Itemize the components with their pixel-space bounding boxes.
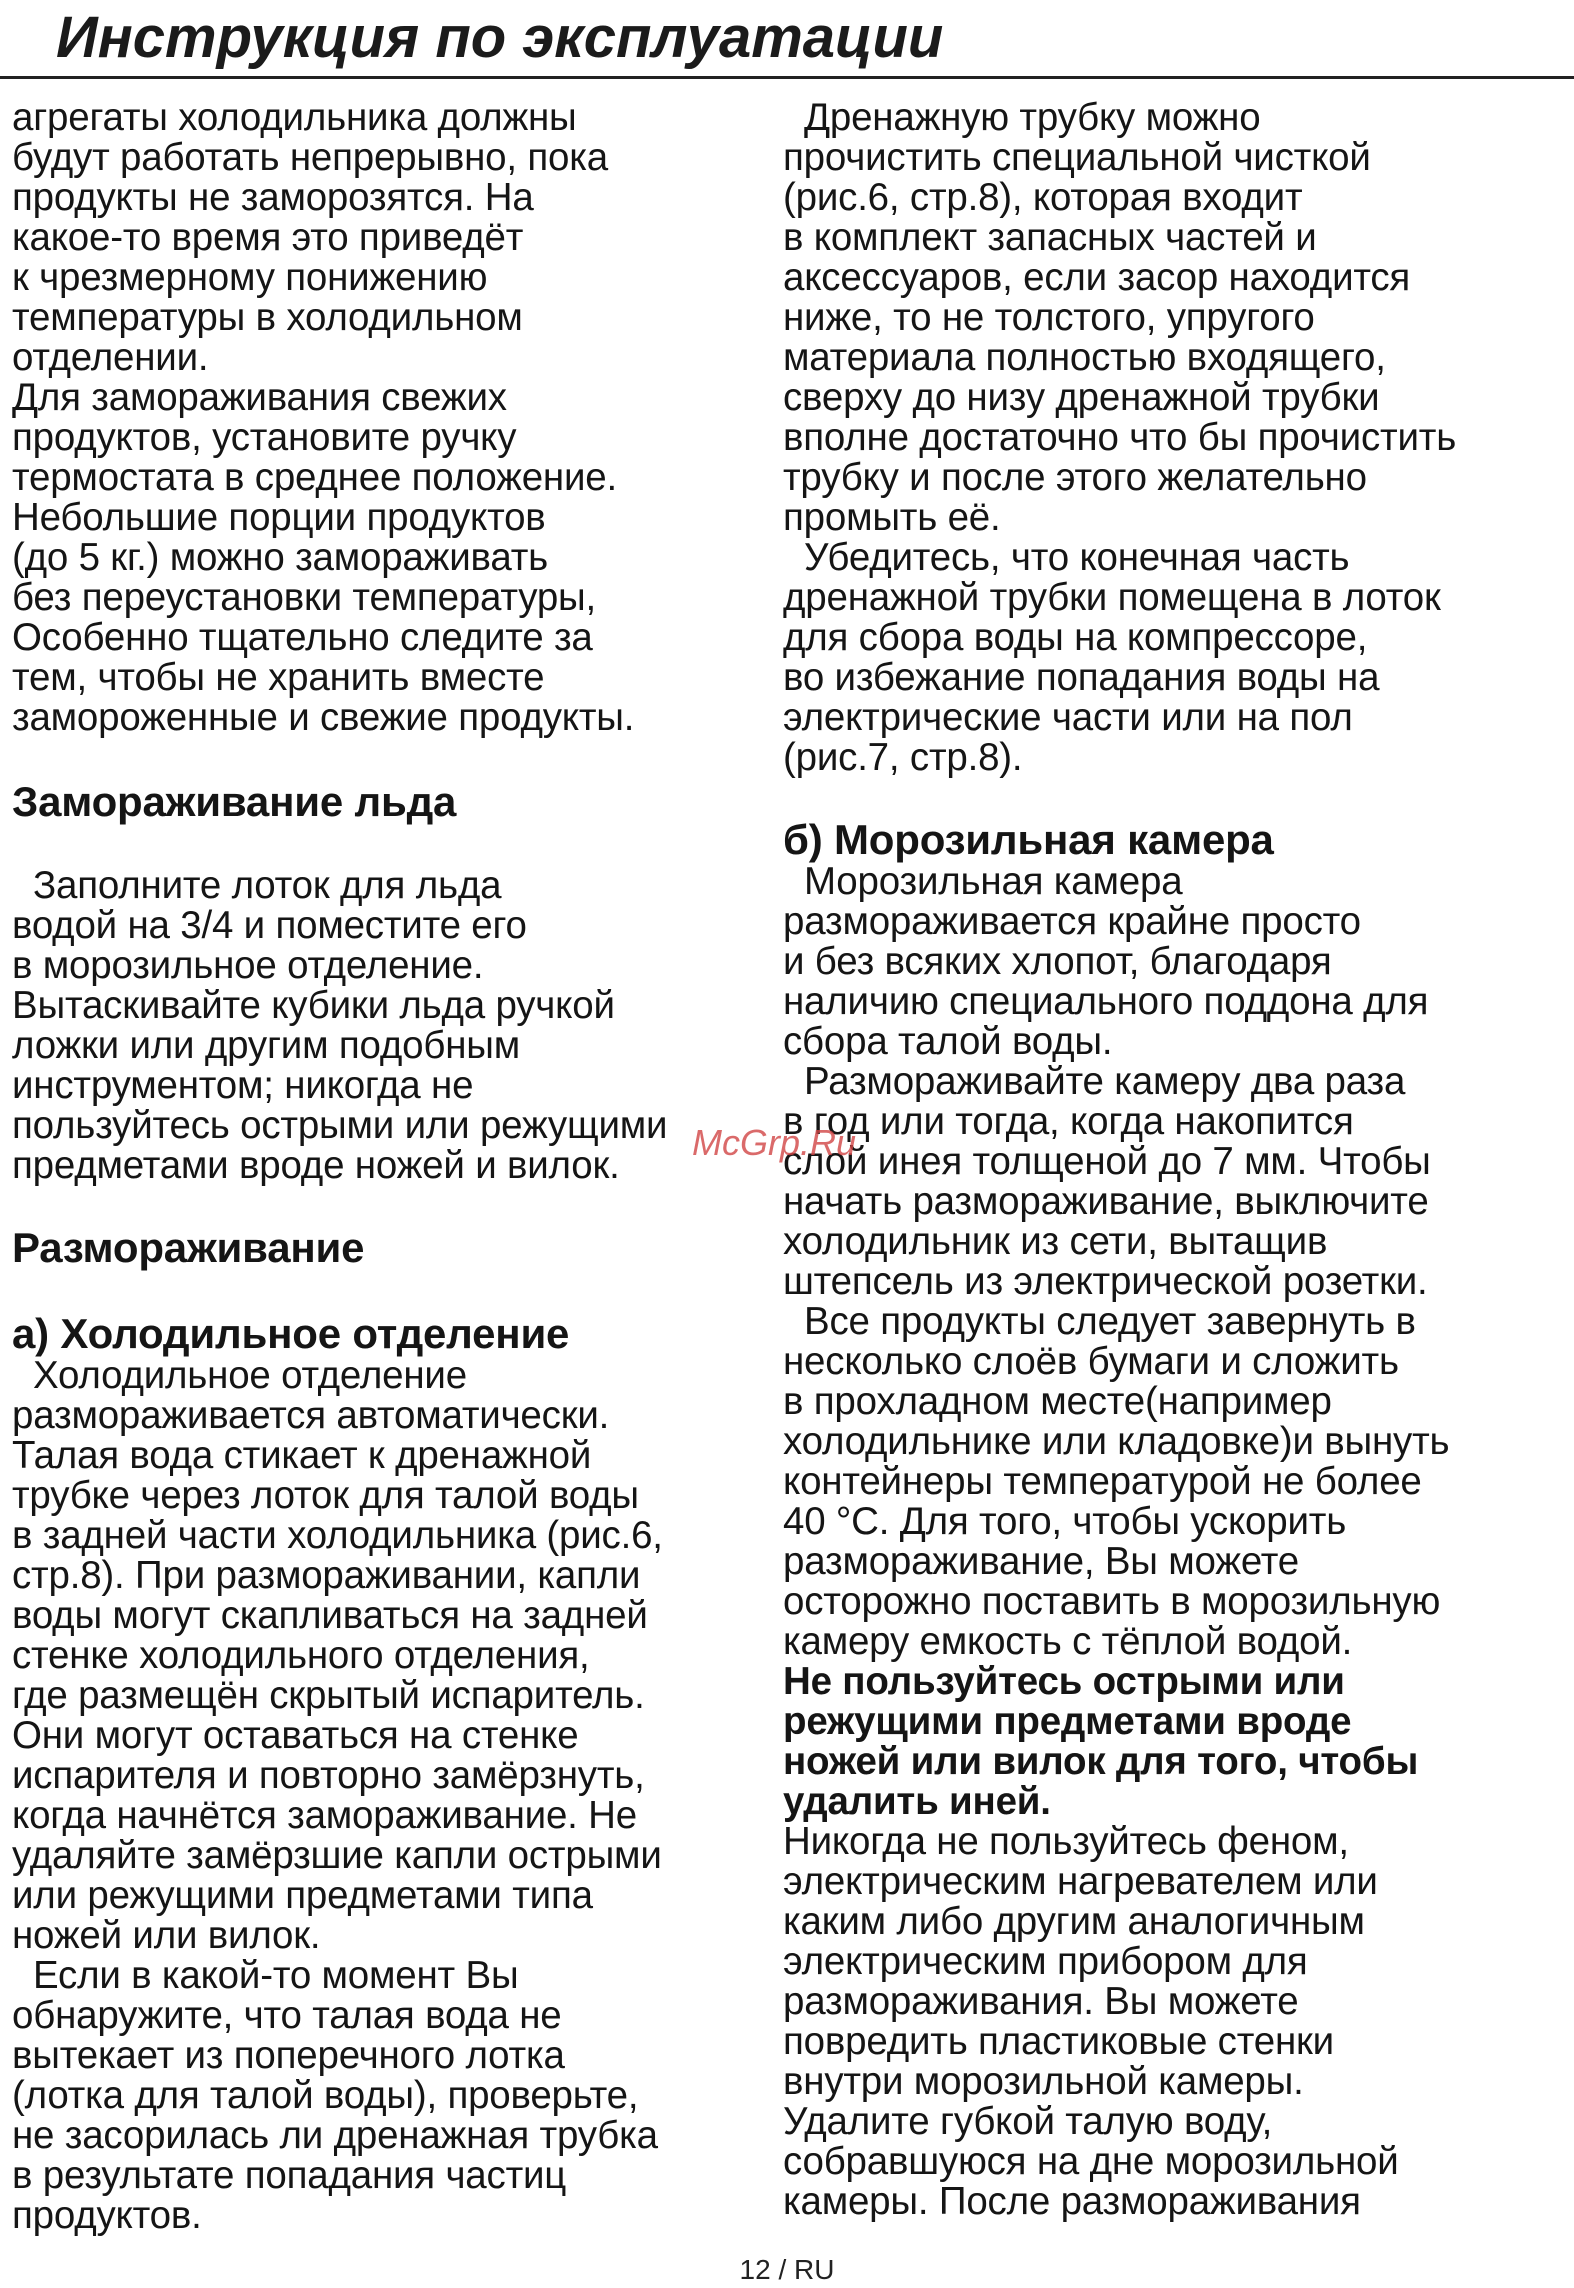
text-line: агрегаты холодильника должны <box>12 96 577 139</box>
text-line: Для замораживания свежих <box>12 376 507 419</box>
paragraph-freezer-defrost <box>783 862 1553 1662</box>
text-line: (рис.7, стр.8). <box>783 736 1023 779</box>
text-line: наличию специального поддона для <box>783 980 1429 1023</box>
text-line: в год или тогда, когда накопится <box>783 1100 1354 1143</box>
text-line: (лотка для талой воды), проверьте, <box>12 2074 639 2117</box>
text-line: внутри морозильной камеры. <box>783 2060 1304 2103</box>
text-line: предметами вроде ножей и вилок. <box>12 1144 620 1187</box>
paragraph-fridge-defrost <box>12 1356 782 2236</box>
text-line: несколько слоёв бумаги и сложить <box>783 1340 1399 1383</box>
text-line: удалить иней. <box>783 1780 1051 1823</box>
text-line: в морозильное отделение. <box>12 944 484 987</box>
text-line: собравшуюся на дне морозильной <box>783 2140 1399 2183</box>
text-line: холодильник из сети, вытащив <box>783 1220 1328 1263</box>
text-line: размораживается автоматически. <box>12 1394 610 1437</box>
text-line: холодильнике или кладовке)и вынуть <box>783 1420 1450 1463</box>
text-line: стр.8). При размораживании, капли <box>12 1554 641 1597</box>
text-line: аксессуаров, если засор находится <box>783 256 1411 299</box>
text-line: Дренажную трубку можно <box>783 96 1261 139</box>
text-line: для сбора воды на компрессоре, <box>783 616 1368 659</box>
text-line: в задней части холодильника (рис.6, <box>12 1514 663 1557</box>
text-line: Удалите губкой талую воду, <box>783 2100 1273 2143</box>
text-line: сверху до низу дренажной трубки <box>783 376 1380 419</box>
text-line: не засорилась ли дренажная трубка <box>12 2114 658 2157</box>
text-line: удаляйте замёрзшие капли острыми <box>12 1834 662 1877</box>
text-line: размораживание, Вы можете <box>783 1540 1300 1583</box>
text-line: 40 °С. Для того, чтобы ускорить <box>783 1500 1347 1543</box>
text-line: сбора талой воды. <box>783 1020 1113 1063</box>
text-line: Особенно тщательно следите за <box>12 616 593 659</box>
text-line: температуры в холодильном <box>12 296 523 339</box>
page-header <box>0 0 1574 79</box>
text-line: отделении. <box>12 336 209 379</box>
text-line: инструментом; никогда не <box>12 1064 474 1107</box>
text-line: штепсель из электрической розетки. <box>783 1260 1428 1303</box>
text-line: Все продукты следует завернуть в <box>783 1300 1416 1343</box>
text-line: Холодильное отделение <box>12 1354 467 1397</box>
left-column <box>12 98 782 2236</box>
text-line: материала полностью входящего, <box>783 336 1386 379</box>
text-line: замороженные и свежие продукты. <box>12 696 635 739</box>
paragraph-final <box>783 1822 1553 2222</box>
text-line: продуктов. <box>12 2194 202 2237</box>
text-line: испарителя и повторно замёрзнуть, <box>12 1754 645 1797</box>
text-line: размораживается крайне просто <box>783 900 1361 943</box>
text-line: будут работать непрерывно, пока <box>12 136 608 179</box>
text-line: Размораживайте камеру два раза <box>783 1060 1406 1103</box>
text-line: продуктов, установите ручку <box>12 416 517 459</box>
text-line: ножей или вилок для того, чтобы <box>783 1740 1419 1783</box>
text-line: прочистить специальной чисткой <box>783 136 1371 179</box>
text-line: Талая вода стикает к дренажной <box>12 1434 592 1477</box>
text-line: тем, чтобы не хранить вместе <box>12 656 545 699</box>
right-column <box>783 98 1553 2222</box>
text-line: камеры. После размораживания <box>783 2180 1361 2223</box>
text-line: вытекает из поперечного лотка <box>12 2034 565 2077</box>
text-line: (до 5 кг.) можно замораживать <box>12 536 548 579</box>
page-title: Инструкция по эксплуатации <box>56 5 944 70</box>
text-line: воды могут скапливаться на задней <box>12 1594 648 1637</box>
text-line: в прохладном месте(например <box>783 1380 1332 1423</box>
text-line: режущими предметами вроде <box>783 1700 1352 1743</box>
heading-defrosting: Размораживание <box>12 1224 365 1271</box>
paragraph-ice <box>12 866 782 1186</box>
text-line: стенке холодильного отделения, <box>12 1634 590 1677</box>
text-line: слой инея толщеной до 7 мм. Чтобы <box>783 1140 1431 1183</box>
text-line: и без всяких хлопот, благодаря <box>783 940 1332 983</box>
text-line: электрическим нагревателем или <box>783 1860 1378 1903</box>
text-line: Они могут оставаться на стенке <box>12 1714 579 1757</box>
text-line: Никогда не пользуйтесь феном, <box>783 1820 1349 1863</box>
text-line: или режущими предметами типа <box>12 1874 593 1917</box>
watermark: McGrp.Ru <box>692 1122 857 1163</box>
text-line: обнаружите, что талая вода не <box>12 1994 562 2037</box>
text-line: Небольшие порции продуктов <box>12 496 546 539</box>
heading-fridge-compartment: а) Холодильное отделение <box>12 1310 570 1357</box>
text-line: к чрезмерному понижению <box>12 256 488 299</box>
text-line: трубке через лоток для талой воды <box>12 1474 639 1517</box>
text-line: термостата в среднее положение. <box>12 456 617 499</box>
warning-text <box>783 1662 1553 1822</box>
text-line: без переустановки температуры, <box>12 576 597 619</box>
text-line: трубку и после этого желательно <box>783 456 1367 499</box>
text-line: электрическим прибором для <box>783 1940 1308 1983</box>
heading-ice-freezing: Замораживание льда <box>12 778 457 825</box>
text-line: пользуйтесь острыми или режущими <box>12 1104 668 1147</box>
heading-freezer-compartment: б) Морозильная камера <box>783 816 1274 863</box>
text-line: ложки или другим подобным <box>12 1024 521 1067</box>
text-line: осторожно поставить в морозильную <box>783 1580 1441 1623</box>
text-line: промыть её. <box>783 496 1001 539</box>
text-line: Вытаскивайте кубики льда ручкой <box>12 984 615 1027</box>
text-line: в результате попадания частиц <box>12 2154 567 2197</box>
text-line: (рис.6, стр.8), которая входит <box>783 176 1303 219</box>
text-line: Если в какой-то момент Вы <box>12 1954 519 1997</box>
text-line: ножей или вилок. <box>12 1914 321 1957</box>
text-line: водой на 3/4 и поместите его <box>12 904 527 947</box>
text-line: повредить пластиковые стенки <box>783 2020 1334 2063</box>
text-line: где размещён скрытый испаритель. <box>12 1674 645 1717</box>
paragraph-freezing <box>12 98 782 738</box>
text-line: Убедитесь, что конечная часть <box>783 536 1350 579</box>
paragraph-drain-tube <box>783 98 1553 778</box>
text-line: когда начнётся замораживание. Не <box>12 1794 637 1837</box>
text-line: Не пользуйтесь острыми или <box>783 1660 1345 1703</box>
text-line: во избежание попадания воды на <box>783 656 1380 699</box>
text-line: каким либо другим аналогичным <box>783 1900 1365 1943</box>
text-line: дренажной трубки помещена в лоток <box>783 576 1441 619</box>
text-line: какое-то время это приведёт <box>12 216 524 259</box>
text-line: камеру емкость с тёплой водой. <box>783 1620 1353 1663</box>
text-line: ниже, то не толстого, упругого <box>783 296 1315 339</box>
text-line: Заполните лоток для льда <box>12 864 502 907</box>
text-line: размораживания. Вы можете <box>783 1980 1299 2023</box>
text-line: электрические части или на пол <box>783 696 1353 739</box>
text-line: вполне достаточно что бы прочистить <box>783 416 1457 459</box>
page-number: 12 / RU <box>739 2254 835 2285</box>
text-line: Морозильная камера <box>783 860 1183 903</box>
text-line: продукты не заморозятся. На <box>12 176 534 219</box>
text-line: начать размораживание, выключите <box>783 1180 1429 1223</box>
text-line: в комплект запасных частей и <box>783 216 1317 259</box>
text-line: контейнеры температурой не более <box>783 1460 1422 1503</box>
